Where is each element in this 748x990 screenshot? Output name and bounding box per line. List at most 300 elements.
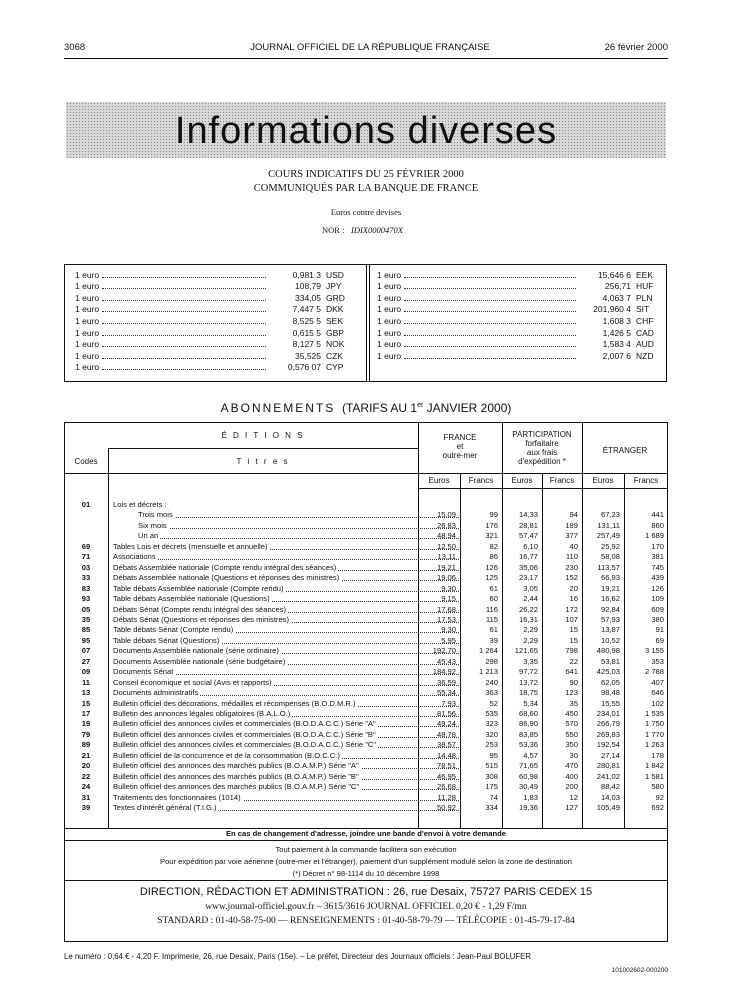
nor-label: NOR : (322, 225, 345, 235)
row-title: Bulletin officiel des décorations, médailles et récompenses (B.O.D.M.R.) (113, 698, 356, 708)
rate-unit: 1 euro (75, 362, 100, 373)
dot-leader (404, 311, 576, 312)
row-value: 78,51 (436, 761, 456, 771)
rate-unit: 1 euro (75, 327, 100, 338)
row-value: 123 (565, 688, 578, 698)
table-row (64, 803, 668, 814)
row-value: 27,14 (600, 750, 620, 760)
row-value: 2,29 (523, 625, 538, 635)
row-value: 98,48 (600, 688, 620, 698)
row-value: 2 788 (644, 667, 664, 677)
table-row (64, 772, 668, 783)
table-row (64, 584, 668, 595)
rate-row (75, 268, 354, 280)
table-row (64, 761, 668, 772)
row-value: 9,15 (441, 594, 456, 604)
row-code: 20 (81, 761, 91, 771)
currency-code: NZD (636, 350, 654, 361)
row-value: 176 (485, 520, 498, 530)
row-value: 240 (485, 677, 498, 687)
dot-leader (138, 538, 461, 539)
table-row (64, 636, 668, 647)
row-value: 99 (489, 510, 498, 520)
decree-note: (*) Décret n° 98-1114 du 10 décembre 1998 (292, 869, 440, 878)
row-value: 15,55 (600, 698, 620, 708)
row-value: 20 (569, 583, 578, 593)
row-title: Conseil économique et social (Avis et rapports) (113, 677, 272, 687)
row-value: 115 (485, 614, 498, 624)
row-code: 15 (81, 698, 91, 708)
row-value: 2,44 (523, 594, 538, 604)
row-title: Documents administratifs (113, 688, 199, 698)
rate-unit: 1 euro (377, 304, 402, 315)
row-value: 192,70 (432, 646, 456, 656)
row-value: 113,57 (597, 562, 620, 572)
currency-code: EEK (636, 269, 654, 280)
row-value: 61 (489, 625, 498, 635)
row-value: 95 (489, 750, 498, 760)
row-value: 67,23 (600, 510, 620, 520)
row-value: 320 (485, 729, 498, 739)
row-value: 107 (565, 614, 578, 624)
row-value: 127 (565, 803, 578, 813)
section-title: Informations diverses (174, 110, 558, 152)
row-value: 1 770 (644, 729, 664, 739)
row-code: 95 (81, 635, 91, 645)
dot-leader (102, 288, 266, 289)
row-value: 92 (655, 792, 664, 802)
row-value: 184,92 (432, 667, 456, 677)
rate-unit: 1 euro (75, 339, 100, 350)
dot-leader (404, 335, 576, 336)
row-code: 31 (81, 792, 91, 802)
table-row (64, 500, 668, 511)
row-value: 22 (569, 656, 578, 666)
currency-code: AUD (636, 339, 654, 350)
row-value: 14,48 (436, 750, 456, 760)
row-title: Six mois (138, 520, 167, 530)
dot-leader (404, 323, 576, 324)
rate-value: 2,007 6 (602, 350, 631, 361)
header-titres: T i t r e s (236, 457, 290, 466)
row-value: 35,06 (518, 562, 538, 572)
rate-row (75, 338, 354, 350)
row-value: 50,92 (436, 803, 456, 813)
currency-code: CAD (636, 327, 654, 338)
table-row (64, 719, 668, 730)
dot-leader (113, 559, 461, 560)
row-value: 745 (651, 562, 664, 572)
row-value: 52 (489, 698, 498, 708)
row-title: Débats Assemblée nationale (Compte rendu intégral des séances) (113, 562, 337, 572)
row-value: 1,83 (523, 792, 538, 802)
row-title: Textes d'intérêt général (T.I.G.) (113, 803, 217, 813)
row-value: 266,79 (596, 719, 620, 729)
rate-unit: 1 euro (377, 350, 402, 361)
table-row (64, 542, 668, 553)
rate-value: 108,79 (295, 281, 321, 292)
grid-line (64, 840, 668, 841)
row-value: 86,90 (518, 719, 538, 729)
unit-euros: Euros (428, 476, 450, 485)
rate-row (377, 303, 664, 315)
header-rule (64, 58, 668, 59)
row-title: Bulletin des annonces légales obligatoires (B.A.L.O.) (113, 709, 291, 718)
row-value: 53,81 (600, 656, 620, 666)
row-title: Tables Lois et décrets (mensuelle et annuelle) (113, 541, 268, 551)
row-value: 3,05 (523, 583, 538, 593)
row-value: 1 689 (644, 531, 664, 541)
row-value: 49,24 (436, 719, 456, 729)
row-value: 298 (485, 656, 498, 666)
row-code: 69 (81, 541, 91, 551)
table-row (64, 615, 668, 626)
row-value: 46,95 (436, 771, 456, 781)
row-value: 3 155 (644, 646, 664, 656)
table-row (64, 667, 668, 678)
row-value: 7,93 (441, 698, 456, 708)
row-value: 1 263 (644, 740, 664, 750)
table-row (64, 573, 668, 584)
row-value: 125 (485, 573, 498, 583)
row-value: 16,77 (518, 552, 538, 562)
row-value: 381 (651, 552, 664, 562)
row-title: Trois mois (138, 510, 173, 520)
row-value: 26,68 (436, 782, 456, 792)
rate-unit: 1 euro (75, 292, 100, 303)
issue-date: 26 février 2000 (604, 42, 668, 53)
rate-row (377, 338, 664, 350)
row-title: Bulletin officiel des annonces des marchés publics (B.O.A.M.P.) Série "A" (113, 761, 359, 771)
row-value: 126 (485, 562, 498, 572)
rate-value: 1,583 4 (602, 339, 631, 350)
row-value: 323 (485, 719, 498, 729)
row-value: 5,95 (441, 635, 456, 645)
row-code: 33 (81, 573, 91, 583)
table-row (64, 510, 668, 521)
row-value: 3,35 (523, 656, 538, 666)
dot-leader (404, 300, 576, 301)
website-line: www.journal-officiel.gouv.fr – 3615/3616 JOURNAL OFFICIEL 0,20 € - 1,29 F/mn (205, 902, 527, 912)
row-value: 102 (651, 698, 664, 708)
row-title: Débats Sénat (Compte rendu intégral des séances) (113, 604, 287, 614)
row-code: 71 (81, 552, 91, 562)
rate-value: 201,960 4 (593, 304, 631, 315)
rate-row (377, 291, 664, 303)
rate-value: 1,426 5 (602, 327, 631, 338)
row-value: 570 (565, 719, 578, 729)
row-value: 1 213 (478, 667, 498, 677)
row-title: Table débats Assemblée nationale (Compte rendu) (113, 583, 284, 593)
row-value: 152 (565, 573, 578, 583)
currency-code: HUF (636, 281, 654, 292)
row-value: 253 (485, 740, 498, 750)
row-value: 23,17 (518, 573, 538, 583)
table-row (64, 552, 668, 563)
row-value: 646 (651, 688, 664, 698)
row-value: 6,10 (523, 541, 538, 551)
currency-code: CYP (326, 362, 344, 373)
row-value: 241,02 (596, 771, 620, 781)
row-value: 16,31 (518, 614, 538, 624)
rate-unit: 1 euro (377, 315, 402, 326)
row-value: 407 (651, 677, 664, 687)
row-value: 110 (565, 552, 578, 562)
imprint-line: Le numéro : 0,64 € - 4,20 F. Imprimerie, 26, rue Desaix, Paris (15e). – Le préfet, Directeur des Journaux officiels : Jean-Paul BOLUFER (64, 952, 532, 961)
dot-leader (102, 335, 266, 336)
row-value: 441 (651, 510, 664, 520)
row-code: 79 (81, 729, 91, 739)
row-value: 609 (651, 604, 664, 614)
row-code: 07 (81, 646, 91, 656)
rate-value: 1,608 3 (602, 315, 631, 326)
row-title: Bulletin officiel de la concurrence et de la consommation (B.O.C.C.) (113, 750, 340, 760)
grid-line (64, 473, 668, 474)
row-value: 515 (485, 761, 498, 771)
phone-line: STANDARD : 01-40-58-75-00 — RENSEIGNEMENTS : 01-40-58-79-79 — TÉLÉCOPIE : 01-45-79-17-84 (157, 916, 575, 926)
rate-value: 256,71 (605, 281, 631, 292)
row-title: Un an (138, 531, 159, 541)
row-value: 334 (485, 803, 498, 813)
grid-line (108, 448, 418, 449)
row-value: 400 (565, 771, 578, 781)
rate-row (377, 349, 664, 361)
subscriptions-title: ABONNEMENTS (TARIFS AU 1er JANVIER 2000) (220, 401, 512, 415)
rate-row (75, 314, 354, 326)
rate-unit: 1 euro (75, 315, 100, 326)
dot-leader (102, 358, 266, 359)
dot-leader (138, 517, 461, 518)
rates-source: COMMUNIQUÉS PAR LA BANQUE DE FRANCE (253, 183, 479, 194)
row-value: 19,21 (436, 562, 456, 572)
row-code: 17 (81, 709, 91, 718)
dot-leader (404, 358, 576, 359)
row-code: 89 (81, 740, 91, 750)
row-value: 131,11 (597, 520, 620, 530)
row-title: Bulletin officiel des annonces des marchés publics (B.O.A.M.P.) Série "B" (113, 771, 359, 781)
unit-euros: Euros (592, 476, 614, 485)
row-value: 170 (651, 541, 664, 551)
table-row (64, 751, 668, 762)
row-value: 126 (651, 583, 664, 593)
row-value: 470 (565, 761, 578, 771)
row-code: 83 (81, 583, 91, 593)
row-value: 4,57 (523, 750, 538, 760)
row-value: 60,98 (518, 771, 538, 781)
currency-code: CZK (326, 350, 343, 361)
row-value: 92,84 (600, 604, 620, 614)
journal-title: JOURNAL OFFICIEL DE LA RÉPUBLIQUE FRANÇAISE (250, 42, 490, 53)
row-code: 01 (81, 500, 91, 509)
table-row (64, 688, 668, 699)
rate-row (75, 326, 354, 338)
dot-leader (102, 323, 266, 324)
row-value: 2,29 (523, 635, 538, 645)
rate-value: 0,576 07 (287, 362, 321, 373)
address-change-note: En cas de changement d'adresse, joindre une bande d'envoi à votre demande (225, 829, 507, 838)
rate-row (75, 349, 354, 361)
row-value: 19,36 (518, 803, 538, 813)
table-row (64, 730, 668, 741)
row-code: 21 (81, 750, 91, 760)
row-value: 350 (565, 740, 578, 750)
row-value: 12,50 (436, 541, 456, 551)
row-value: 353 (651, 656, 664, 666)
rate-unit: 1 euro (75, 281, 100, 292)
row-value: 58,08 (600, 552, 620, 562)
header-editions: É D I T I O N S (221, 431, 305, 440)
dot-leader (404, 277, 576, 278)
rate-value: 15,646 6 (597, 269, 631, 280)
row-value: 57,47 (518, 531, 538, 541)
row-value: 189 (565, 520, 578, 530)
rate-value: 0,615 5 (292, 327, 321, 338)
rate-row (75, 280, 354, 292)
row-value: 83,85 (518, 729, 538, 739)
table-row (64, 531, 668, 542)
row-value: 18,75 (518, 688, 538, 698)
row-value: 40 (569, 541, 578, 551)
row-value: 30 (569, 750, 578, 760)
row-value: 692 (651, 803, 664, 813)
row-value: 425,03 (596, 667, 620, 677)
row-value: 15,09 (436, 510, 456, 520)
rate-value: 0,981 3 (292, 269, 321, 280)
row-value: 321 (485, 531, 498, 541)
header-codes: Codes (74, 457, 98, 466)
row-value: 192,54 (596, 740, 620, 750)
rate-row (377, 314, 664, 326)
dot-leader (102, 346, 266, 347)
row-value: 38,57 (436, 740, 456, 750)
currency-code: JPY (326, 281, 342, 292)
row-value: 439 (651, 573, 664, 583)
row-value: 13,87 (600, 625, 620, 635)
row-value: 13,72 (518, 677, 538, 687)
row-value: 17,53 (436, 614, 456, 624)
table-row (64, 646, 668, 657)
row-value: 1 842 (644, 761, 664, 771)
row-value: 74 (489, 792, 498, 802)
rate-row (377, 268, 664, 280)
row-title: Associations (113, 552, 156, 562)
grid-line (418, 488, 668, 489)
currency-code: CHF (636, 315, 654, 326)
rate-unit: 1 euro (377, 281, 402, 292)
table-row (64, 678, 668, 689)
row-value: 86 (489, 552, 498, 562)
row-title: Documents Assemblée nationale (série ordinaire) (113, 646, 279, 656)
row-value: 172 (565, 604, 578, 614)
row-value: 535 (485, 709, 498, 718)
dot-leader (102, 277, 266, 278)
row-value: 1 264 (478, 646, 498, 656)
row-value: 641 (565, 667, 578, 677)
row-value: 28,81 (518, 520, 538, 530)
row-value: 12 (569, 792, 578, 802)
row-value: 269,83 (596, 729, 620, 739)
unit-francs: Francs (549, 476, 575, 485)
rate-value: 334,05 (295, 292, 321, 303)
rate-row (377, 326, 664, 338)
rate-row (75, 361, 354, 373)
table-row (64, 521, 668, 532)
row-value: 88,42 (600, 782, 620, 792)
rate-unit: 1 euro (377, 269, 402, 280)
currency-code: NOK (326, 339, 345, 350)
row-title: Documents Assemblée nationale (série budgétaire) (113, 656, 286, 666)
row-title: Table débats Assemblée nationale (Questions) (113, 594, 270, 604)
table-row (64, 657, 668, 668)
currency-code: DKK (326, 304, 344, 315)
rate-unit: 1 euro (75, 304, 100, 315)
row-value: 230 (565, 562, 578, 572)
row-value: 45,43 (436, 656, 456, 666)
header-france: FRANCE et outre-mer (442, 433, 478, 460)
rate-value: 35,525 (295, 350, 321, 361)
row-value: 94 (569, 510, 578, 520)
row-value: 90 (569, 677, 578, 687)
rate-value: 8,525 5 (292, 315, 321, 326)
rate-row (377, 280, 664, 292)
row-code: 93 (81, 594, 91, 604)
row-value: 26,83 (436, 520, 456, 530)
row-title: Bulletin officiel des annonces civiles et commerciales (B.O.D.A.C.C.) Série "B" (113, 729, 376, 739)
row-value: 257,49 (596, 531, 620, 541)
row-value: 10,52 (600, 635, 620, 645)
dot-leader (102, 300, 266, 301)
currency-code: SEK (326, 315, 344, 326)
row-value: 109 (651, 594, 664, 604)
row-value: 308 (485, 771, 498, 781)
rate-unit: 1 euro (377, 327, 402, 338)
page-number: 3068 (64, 42, 86, 53)
rate-unit: 1 euro (377, 339, 402, 350)
table-row (64, 625, 668, 636)
row-value: 1 750 (644, 719, 664, 729)
row-value: 9,30 (441, 625, 456, 635)
unit-francs: Francs (633, 476, 659, 485)
row-value: 280,81 (596, 761, 620, 771)
row-value: 15 (569, 635, 578, 645)
row-value: 14,33 (518, 510, 538, 520)
row-title: Traitements des fonctionnaires (1014) (113, 792, 241, 802)
nor-value: IDIX0000470X (351, 225, 403, 235)
unit-euros: Euros (511, 476, 533, 485)
row-value: 11,28 (437, 792, 456, 802)
row-value: 480,98 (596, 646, 620, 656)
row-value: 26,22 (518, 604, 538, 614)
rate-unit: 1 euro (377, 292, 402, 303)
row-value: 62,05 (600, 677, 620, 687)
row-value: 55,34 (436, 688, 456, 698)
row-value: 550 (565, 729, 578, 739)
row-value: 116 (485, 604, 498, 614)
table-row (64, 699, 668, 710)
row-code: 24 (81, 782, 91, 792)
dot-leader (102, 311, 266, 312)
row-code: 09 (81, 667, 91, 677)
row-value: 200 (565, 782, 578, 792)
row-title: Table débats Sénat (Compte rendu) (113, 625, 234, 635)
row-value: 798 (565, 646, 578, 656)
row-code: 05 (81, 604, 91, 614)
row-value: 82 (489, 541, 498, 551)
row-value: 9,30 (441, 583, 456, 593)
table-row (64, 605, 668, 616)
row-value: 91 (655, 625, 664, 635)
rate-value: 7,447 5 (292, 304, 321, 315)
